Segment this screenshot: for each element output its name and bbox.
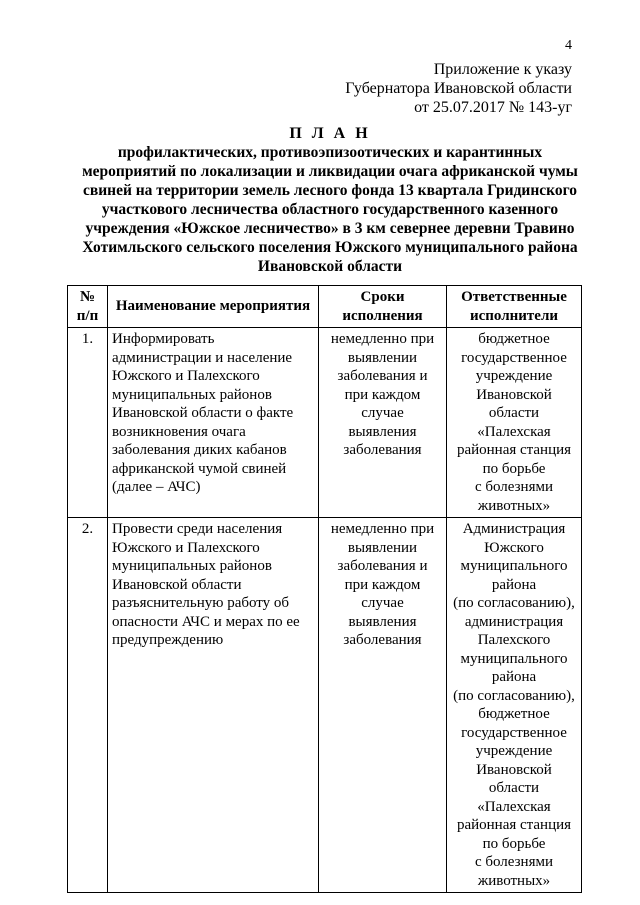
cell-term — [319, 518, 447, 893]
text-line: опасности АЧС и мерах по ее — [112, 613, 300, 630]
text-line: выявления — [348, 613, 417, 630]
text-line: случае — [361, 595, 404, 611]
text-line: п/п — [76, 307, 99, 324]
text-line: с болезнями — [474, 479, 554, 495]
text-line: учреждение — [475, 368, 553, 384]
text-line: профилактических, противоэпизоотических и карантинных — [117, 144, 543, 161]
text-line: бюджетное — [478, 331, 550, 347]
text-line: муниципального — [460, 558, 568, 574]
text-line: государственное — [461, 724, 567, 741]
text-line: свиней на территории земель лесного фонда 13 квартала Гридинского — [82, 182, 578, 199]
text-line: (далее – АЧС) — [112, 479, 201, 495]
text-line: Южского и Палехского — [112, 368, 260, 384]
text-line: животных» — [477, 872, 551, 889]
text-line: «Палехская — [477, 798, 551, 815]
cell-num: 2. — [68, 518, 108, 893]
appendix-line: Губернатора Ивановской области — [345, 80, 572, 97]
text-line: бюджетное — [478, 706, 550, 722]
text-line: исполнения — [342, 307, 423, 324]
plan-table — [67, 285, 582, 893]
text-line: выявления — [348, 423, 417, 440]
cell-name — [108, 328, 319, 518]
text-line: заболевания — [343, 442, 422, 458]
cell-num: 1. — [68, 328, 108, 518]
text-line: заболевания диких кабанов — [112, 442, 287, 458]
text-line: Ивановской — [476, 386, 552, 403]
text-line: при каждом — [344, 576, 421, 593]
cell-resp — [447, 328, 582, 518]
text-line: районная станция — [456, 817, 572, 833]
text-line: администрация — [464, 613, 564, 630]
text-line: заболевания и — [337, 558, 428, 574]
table-row — [68, 328, 582, 518]
document-title — [80, 124, 580, 276]
text-line: африканской чумой свиней — [112, 460, 287, 477]
text-line: Ивановской области — [257, 258, 403, 275]
text-line: по борьбе — [482, 460, 546, 477]
text-line: Сроки — [360, 289, 405, 305]
appendix-line: Приложение к указу — [433, 61, 572, 78]
text-line: Наименование мероприятия — [115, 298, 311, 315]
text-line: (по согласованию), — [453, 687, 575, 704]
text-line: мероприятий по локализации и ликвидации очага африканской чумы — [82, 163, 578, 180]
text-line: животных» — [477, 497, 551, 514]
text-line: Палехского — [477, 632, 551, 648]
text-line: (по согласованию), — [453, 595, 575, 611]
text-line: учреждения «Южское лесничество» в 3 км севернее деревни Травино — [85, 220, 575, 237]
text-line: государственное — [461, 349, 567, 366]
text-line: муниципальных районов — [112, 558, 272, 574]
text-line: с болезнями — [474, 854, 554, 870]
text-line: исполнители — [469, 307, 559, 324]
page-number: 4 — [565, 38, 572, 53]
text-line: Хотимльского сельского поселения Южского муниципального района — [82, 239, 578, 256]
header-term — [319, 286, 447, 328]
text-line: районная станция — [456, 442, 572, 458]
table-header-row — [68, 286, 582, 328]
text-line: заболевания и — [337, 368, 428, 384]
plan-heading: П Л А Н — [289, 125, 371, 142]
text-line: выявлении — [347, 349, 418, 366]
text-line: немедленно при — [330, 331, 435, 347]
text-line: Провести среди населения — [112, 521, 283, 537]
cell-resp — [447, 518, 582, 893]
table-row — [68, 518, 582, 893]
text-line: области — [488, 405, 540, 421]
appendix-line: от 25.07.2017 № 143-уг — [414, 99, 572, 116]
header-name — [108, 286, 319, 328]
cell-term — [319, 328, 447, 518]
header-resp — [447, 286, 582, 328]
text-line: возникновения очага — [112, 423, 246, 440]
cell-name — [108, 518, 319, 893]
text-line: случае — [361, 405, 404, 421]
text-line: администрации и население — [112, 349, 293, 366]
text-line: Информировать — [112, 331, 215, 347]
text-line: Южского — [484, 539, 544, 556]
text-line: предупреждению — [112, 632, 224, 648]
appendix-header — [345, 60, 572, 117]
text-line: Южского и Палехского — [112, 539, 260, 556]
header-num — [68, 286, 108, 328]
text-line: района — [491, 576, 537, 593]
text-line: участкового лесничества областного государственного казенного — [101, 201, 559, 218]
text-line: выявлении — [347, 539, 418, 556]
text-line: разъяснительную работу об — [112, 595, 290, 611]
text-line: учреждение — [475, 743, 553, 759]
text-line: муниципальных районов — [112, 386, 272, 403]
text-line: при каждом — [344, 386, 421, 403]
text-line: немедленно при — [330, 521, 435, 537]
title-subheading — [80, 143, 580, 276]
text-line: Ивановской — [476, 761, 552, 778]
text-line: области — [488, 780, 540, 796]
text-line: Ивановской области о факте — [112, 405, 294, 421]
text-line: Ответственные — [461, 289, 567, 305]
text-line: заболевания — [343, 632, 422, 648]
text-line: Ивановской области — [112, 576, 242, 593]
text-line: по борьбе — [482, 835, 546, 852]
text-line: района — [491, 669, 537, 685]
text-line: муниципального — [460, 650, 568, 667]
text-line: № — [79, 289, 96, 305]
text-line: Администрация — [462, 521, 566, 537]
text-line: «Палехская — [477, 423, 551, 440]
